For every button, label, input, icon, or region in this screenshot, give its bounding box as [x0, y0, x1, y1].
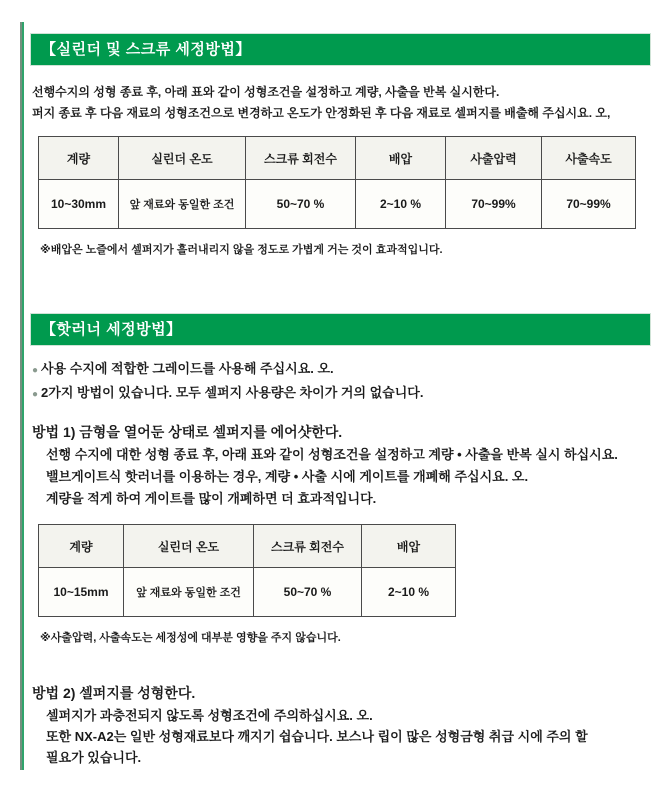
table2-header-cylinder-temp: 실린더 온도 [124, 525, 254, 568]
table2-header-metering: 계량 [39, 525, 124, 568]
table1-cell-metering: 10~30mm [39, 180, 119, 229]
table2-cell-metering: 10~15mm [39, 568, 124, 617]
method1-title: 방법 1) 금형을 열어둔 상태로 셀퍼지를 에어샷한다. [32, 424, 343, 440]
cylinder-screw-condition-table [38, 136, 636, 229]
section1-title-bar [30, 33, 651, 66]
section2-title: 【핫러너 세정방법】 [41, 321, 182, 338]
table-header-row [39, 525, 456, 568]
method1-line-3: 계량을 적게 하여 게이트를 많이 개폐하면 더 효과적입니다. [46, 491, 377, 506]
table1-cell-injection-pressure: 70~99% [446, 180, 542, 229]
section1-intro-line-1: 선행수지의 성형 종료 후, 아래 표와 같이 성형조건을 설정하고 계량, 사출을 반복 실시한다. [32, 85, 500, 99]
table1-cell-injection-speed: 70~99% [542, 180, 636, 229]
bullet-text-2: 2가지 방법이 있습니다. 모두 셀퍼지 사용량은 차이가 거의 없습니다. [41, 385, 424, 400]
method1-line-1: 선행 수지에 대한 성형 종료 후, 아래 표와 같이 성형조건을 설정하고 계량 • 사출을 반복 실시 하십시요. [46, 447, 618, 462]
method2-block [30, 683, 651, 768]
table2-cell-back-pressure: 2~10 % [362, 568, 456, 617]
table-row [39, 180, 636, 229]
list-item [32, 358, 651, 382]
method2-line-2: 또한 NX-A2는 일반 성형재료보다 깨지기 쉽습니다. 보스나 립이 많은 성형금형 취급 시에 주의 할 [46, 729, 588, 744]
bullet-icon: ● [32, 389, 39, 400]
table1-header-cylinder-temp: 실린더 온도 [119, 137, 246, 180]
table1-header-back-pressure: 배압 [356, 137, 446, 180]
method1-line-2: 밸브게이트식 핫러너를 이용하는 경우, 계량 • 사출 시에 게이트를 개폐해 주십시요. 오. [46, 469, 529, 484]
left-accent-rail [20, 22, 24, 770]
section1-intro-line-2: 퍼지 종료 후 다음 재료의 성형조건으로 변경하고 온도가 안정화된 후 다음 재료로 셀퍼지를 배출해 주십시요. 오, [32, 106, 611, 120]
section2-title-bar [30, 313, 651, 346]
section1-title: 【실린더 및 스크류 세정방법】 [41, 41, 251, 58]
table2-header-back-pressure: 배압 [362, 525, 456, 568]
method2-body [46, 705, 651, 768]
section1-intro [32, 82, 651, 124]
table-header-row [39, 137, 636, 180]
table2-cell-cylinder-temp: 앞 재료와 동일한 조건 [124, 568, 254, 617]
document-content [30, 0, 651, 768]
table2-cell-screw-rpm: 50~70 % [254, 568, 362, 617]
list-item [32, 382, 651, 406]
section2-bullet-list [32, 358, 651, 406]
table1-cell-cylinder-temp: 앞 재료와 동일한 조건 [119, 180, 246, 229]
table1-cell-screw-rpm: 50~70 % [246, 180, 356, 229]
section1-note: ※배압은 노즐에서 셀퍼지가 흘러내리지 않을 정도로 가볍게 거는 것이 효과적입니다. [40, 244, 443, 256]
method2-title: 방법 2) 셀퍼지를 성형한다. [32, 685, 196, 701]
table1-header-injection-speed: 사출속도 [542, 137, 636, 180]
method2-line-3: 필요가 있습니다. [46, 750, 142, 765]
bullet-text-1: 사용 수지에 적합한 그레이드를 사용해 주십시요. 오. [41, 361, 334, 376]
method2-line-1: 셀퍼지가 과충전되지 않도록 성형조건에 주의하십시요. 오. [46, 708, 373, 723]
method1-note: ※사출압력, 사출속도는 세정성에 대부분 영향을 주지 않습니다. [40, 632, 341, 644]
table1-cell-back-pressure: 2~10 % [356, 180, 446, 229]
method1-body [46, 444, 651, 510]
table1-header-injection-pressure: 사출압력 [446, 137, 542, 180]
table1-header-metering: 계량 [39, 137, 119, 180]
bullet-icon: ● [32, 365, 39, 376]
table-row [39, 568, 456, 617]
table2-header-screw-rpm: 스크류 회전수 [254, 525, 362, 568]
table1-header-screw-rpm: 스크류 회전수 [246, 137, 356, 180]
hot-runner-condition-table [38, 524, 456, 617]
